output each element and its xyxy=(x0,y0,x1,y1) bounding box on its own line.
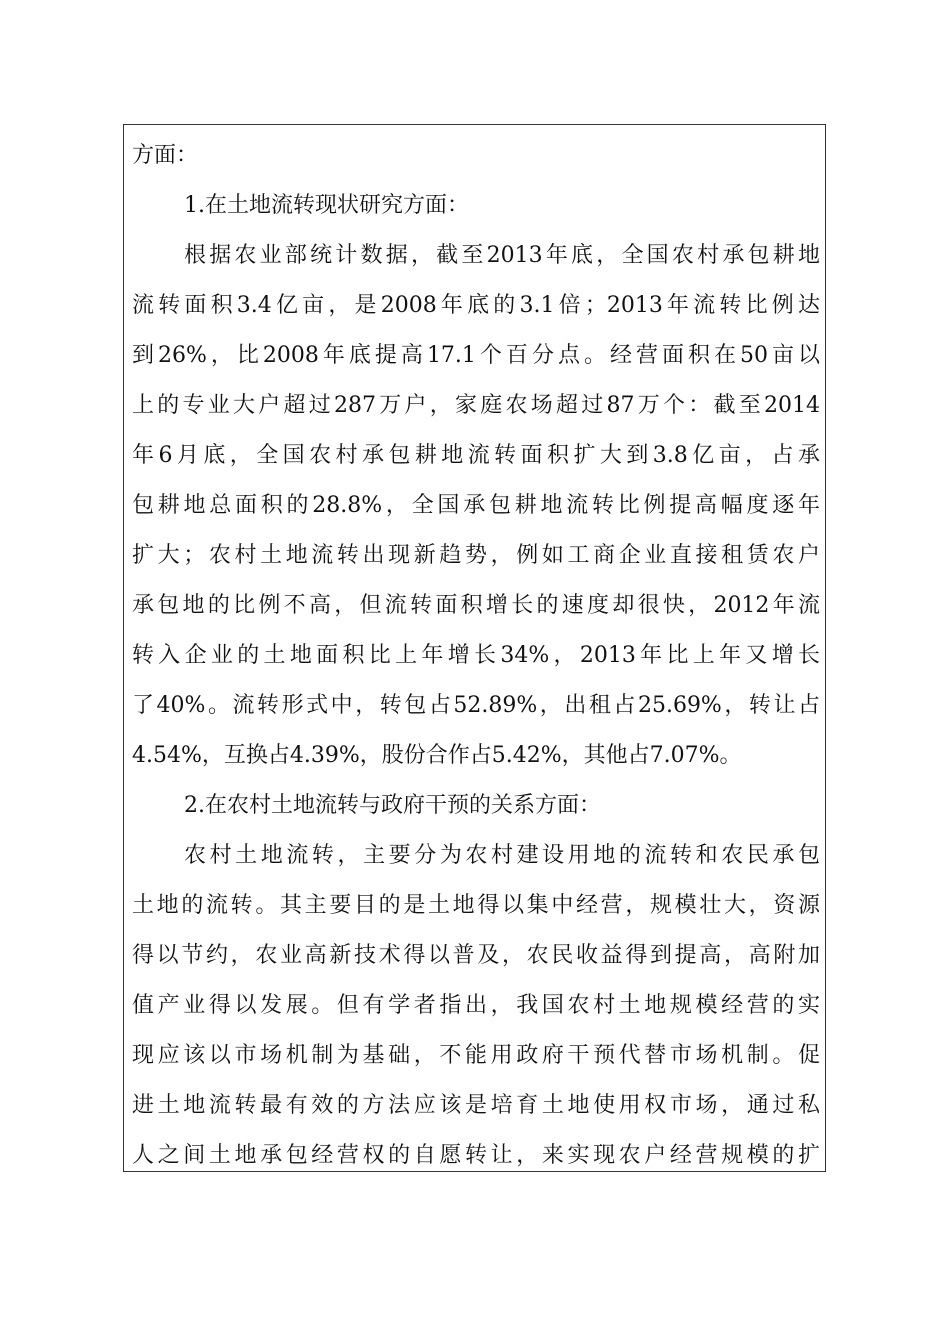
text-line: 进土地流转最有效的方法应该是培育土地使用权市场，通过私 xyxy=(132,1093,820,1118)
text-line: 扩大；农村土地流转出现新趋势，例如工商企业直接租赁农户 xyxy=(132,543,820,568)
text-line: 承包地的比例不高，但流转面积增长的速度却很快，2012年流 xyxy=(132,593,820,618)
document-frame xyxy=(123,124,826,1172)
text-line: 流转面积3.4亿亩，是2008年底的3.1倍；2013年流转比例达 xyxy=(132,293,820,318)
text-line: 值产业得以发展。但有学者指出，我国农村土地规模经营的实 xyxy=(132,993,820,1018)
text-line: 农村土地流转，主要分为农村建设用地的流转和农民承包 xyxy=(184,843,820,868)
document-body xyxy=(132,131,820,1172)
text-line: 4.54%，互换占4.39%，股份合作占5.42%，其他占7.07%。 xyxy=(132,743,742,768)
text-line: 了40%。流转形式中，转包占52.89%，出租占25.69%，转让占 xyxy=(132,693,820,718)
text-line: 到26%，比2008年底提高17.1个百分点。经营面积在50亩以 xyxy=(132,343,820,368)
text-line: 方面： xyxy=(132,143,199,168)
text-line: 上的专业大户超过287万户，家庭农场超过87万个：截至2014 xyxy=(132,393,820,418)
section-heading: 1.在土地流转现状研究方面： xyxy=(184,193,469,218)
text-line: 现应该以市场机制为基础，不能用政府干预代替市场机制。促 xyxy=(132,1043,820,1068)
text-line: 根据农业部统计数据，截至2013年底，全国农村承包耕地 xyxy=(184,243,820,268)
text-line: 得以节约，农业高新技术得以普及，农民收益得到提高，高附加 xyxy=(132,943,820,968)
text-line: 转入企业的土地面积比上年增长34%，2013年比上年又增长 xyxy=(132,643,820,668)
text-line: 土地的流转。其主要目的是土地得以集中经营，规模壮大，资源 xyxy=(132,893,820,918)
section-heading: 2.在农村土地流转与政府干预的关系方面： xyxy=(184,793,601,818)
text-line: 人之间土地承包经营权的自愿转让，来实现农户经营规模的扩 xyxy=(132,1143,820,1168)
text-line: 包耕地总面积的28.8%，全国承包耕地流转比例提高幅度逐年 xyxy=(132,493,820,518)
text-line: 年6月底，全国农村承包耕地流转面积扩大到3.8亿亩，占承 xyxy=(132,443,820,468)
